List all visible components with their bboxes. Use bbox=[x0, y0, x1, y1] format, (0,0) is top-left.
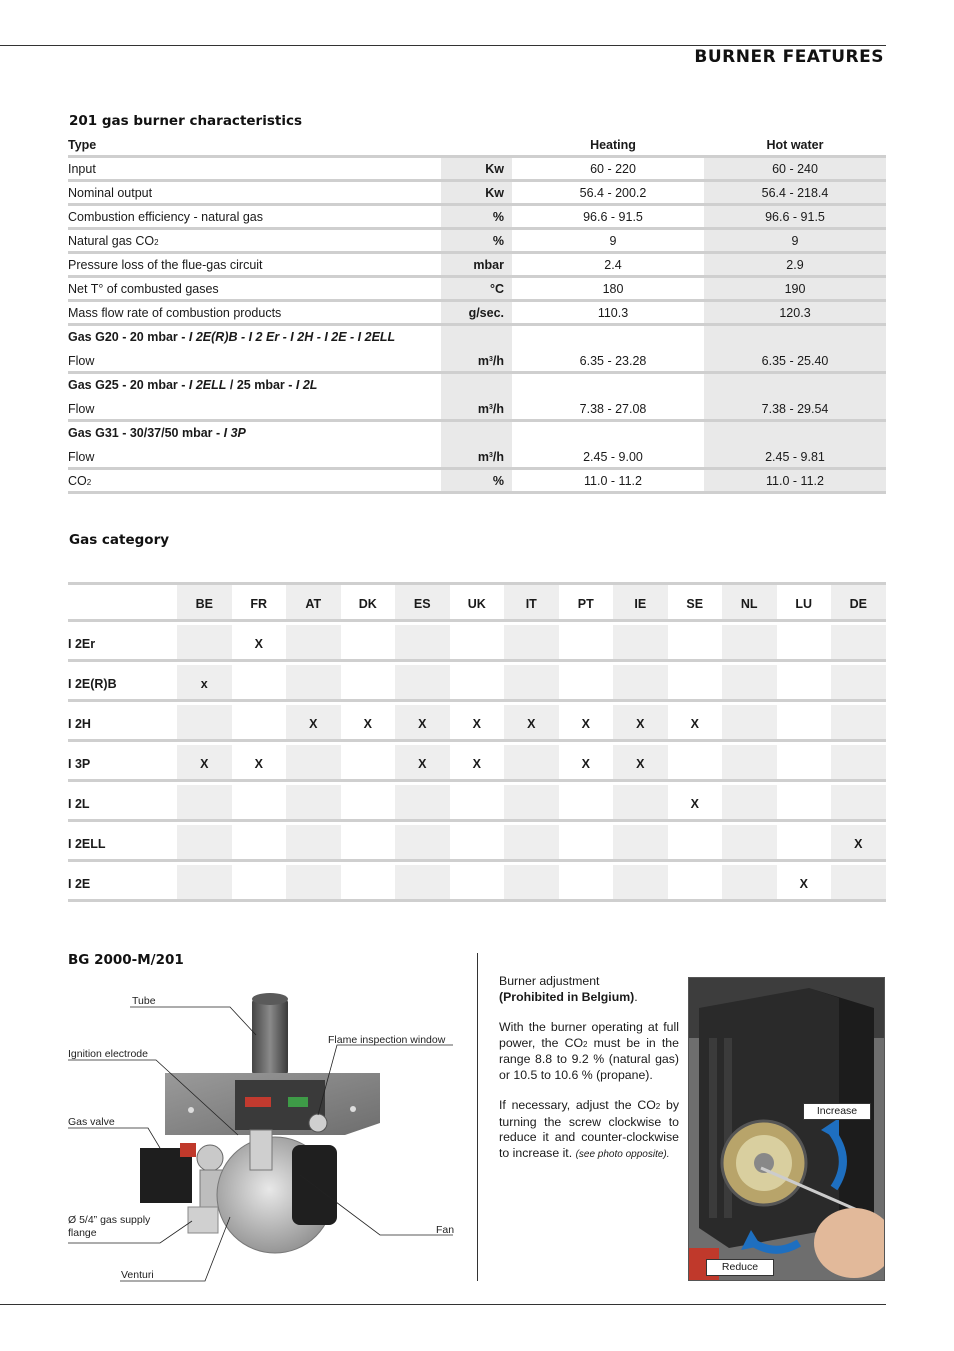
cell-lu bbox=[777, 665, 832, 702]
cell-at: AT bbox=[286, 585, 341, 622]
row-unit bbox=[441, 350, 512, 371]
table-row bbox=[68, 230, 886, 254]
cell-it bbox=[504, 745, 559, 782]
cell-be bbox=[177, 865, 232, 902]
cell-es bbox=[395, 785, 450, 822]
cell-nl: NL bbox=[722, 585, 777, 622]
adjustment-heading-bold: (Prohibited in Belgium) bbox=[499, 989, 635, 1004]
unit-m: m bbox=[477, 354, 489, 368]
p1-text-b: must be in the range 8.8 to 9.2 % (natural gas) or 10.5 to 10.6 % (propane). bbox=[499, 1035, 679, 1082]
row-label bbox=[68, 374, 440, 398]
row-hot-water: 56.4 - 218.4 bbox=[704, 182, 886, 203]
row-label: I 2Er bbox=[68, 637, 96, 651]
cell-es bbox=[395, 665, 450, 702]
callout-flange-line1: Ø 5/4” gas supply bbox=[68, 1214, 151, 1226]
callout-gas-valve: Gas valve bbox=[68, 1116, 115, 1128]
cell-nl bbox=[722, 865, 777, 902]
cell-it: IT bbox=[504, 585, 559, 622]
cell-fr bbox=[232, 865, 287, 902]
label-subscript: 2 bbox=[154, 238, 159, 247]
table-row bbox=[68, 206, 886, 230]
cell-dk bbox=[341, 625, 396, 662]
callout-fan: Fan bbox=[436, 1224, 455, 1236]
cell-lu bbox=[777, 705, 832, 742]
row-unit bbox=[441, 374, 512, 398]
group-label-italic: I 2E(R)B - I 2 Er - I 2H - I 2E - I 2ELL bbox=[188, 330, 396, 344]
cell-uk bbox=[450, 825, 505, 862]
row-label: Flow bbox=[68, 402, 95, 416]
cell-se bbox=[668, 665, 723, 702]
table-header-row bbox=[68, 134, 886, 158]
row-hot-water: 60 - 240 bbox=[704, 158, 886, 179]
cell-nl bbox=[722, 665, 777, 702]
label-text: Mass flow rate of combustion products bbox=[68, 306, 282, 320]
cell-dk bbox=[341, 785, 396, 822]
cell-uk bbox=[450, 665, 505, 702]
cell-uk bbox=[450, 625, 505, 662]
p1-text-a: With the burner operating at full power, the CO bbox=[499, 1020, 679, 1050]
p2-text-a: If necessary, adjust the CO bbox=[499, 1098, 656, 1112]
increase-label: Increase bbox=[803, 1103, 871, 1120]
cell-at bbox=[286, 825, 341, 862]
row-label bbox=[68, 230, 440, 251]
table-row bbox=[68, 782, 886, 822]
characteristics-table bbox=[68, 134, 886, 494]
cell-se bbox=[668, 745, 723, 782]
label-text: Net T° of combusted gases bbox=[68, 282, 219, 296]
cell-de bbox=[831, 705, 886, 742]
cell-es: X bbox=[395, 745, 450, 782]
cell-dk bbox=[341, 865, 396, 902]
cell-pt bbox=[559, 825, 614, 862]
cell-at bbox=[286, 785, 341, 822]
cell-uk: UK bbox=[467, 597, 486, 611]
row-unit bbox=[441, 326, 512, 350]
cell-uk: X bbox=[472, 757, 481, 771]
group-label-italic-2: I 2L bbox=[295, 378, 318, 392]
row-label: I 2H bbox=[68, 717, 91, 731]
cell-es: X bbox=[395, 705, 450, 742]
row-label: Type bbox=[68, 138, 97, 152]
label-text: Natural gas CO bbox=[68, 234, 155, 248]
row-unit: Kw bbox=[441, 158, 512, 179]
unit-m: m bbox=[477, 450, 489, 464]
adjustment-paragraph-1 bbox=[499, 1020, 679, 1083]
cell-it: X bbox=[504, 705, 559, 742]
cell-ie bbox=[613, 825, 668, 862]
row-unit bbox=[441, 446, 512, 467]
diagram-title: BG 2000-M/201 bbox=[68, 952, 184, 968]
cell-fr bbox=[232, 785, 287, 822]
row-unit bbox=[441, 134, 512, 155]
callout-venturi: Venturi bbox=[121, 1269, 154, 1281]
cell-lu bbox=[777, 745, 832, 782]
row-heating: 11.0 - 11.2 bbox=[584, 474, 642, 488]
row-unit: mbar bbox=[441, 254, 512, 275]
row-unit: % bbox=[441, 230, 512, 251]
cell-be bbox=[177, 625, 232, 662]
group-label-tail: / 25 mbar - bbox=[226, 378, 296, 392]
row-hot-water: 2.45 - 9.81 bbox=[704, 446, 886, 467]
gas-group-row bbox=[68, 374, 886, 398]
row-hot-water bbox=[704, 326, 886, 350]
label-text: CO bbox=[68, 474, 87, 488]
adjustment-text bbox=[499, 974, 679, 1177]
adjustment-photo bbox=[688, 977, 885, 1281]
row-heating: 9 bbox=[609, 234, 617, 248]
gas-category-title: Gas category bbox=[69, 532, 170, 548]
row-label bbox=[68, 182, 440, 203]
row-heating bbox=[522, 326, 704, 350]
label-text: Pressure loss of the flue-gas circuit bbox=[68, 258, 263, 272]
cell-ie bbox=[613, 625, 668, 662]
row-label bbox=[68, 326, 440, 350]
p1-subscript: 2 bbox=[583, 1039, 588, 1049]
row-hot-water: 120.3 bbox=[704, 302, 886, 323]
row-hot-water: 11.0 - 11.2 bbox=[704, 470, 886, 491]
cell-be bbox=[177, 825, 232, 862]
cell-pt bbox=[559, 785, 614, 822]
group-label-bold: Gas G20 - 20 mbar - bbox=[68, 330, 189, 344]
adjustment-heading bbox=[499, 974, 679, 1005]
gas-group-row bbox=[68, 422, 886, 446]
cell-de bbox=[831, 625, 886, 662]
unit-superscript: 3 bbox=[488, 356, 493, 363]
label-text: Nominal output bbox=[68, 186, 153, 200]
row-heating: 56.4 - 200.2 bbox=[579, 186, 647, 200]
row-label: I 2E(R)B bbox=[68, 677, 117, 691]
row-heating: 96.6 - 91.5 bbox=[583, 210, 643, 224]
gas-category-table bbox=[68, 582, 886, 902]
row-label: I 2L bbox=[68, 797, 90, 811]
cell-at bbox=[286, 625, 341, 662]
row-rule bbox=[68, 899, 886, 902]
row-label bbox=[68, 254, 440, 275]
row-hot-water: 190 bbox=[704, 278, 886, 299]
unit-m: m bbox=[477, 402, 489, 416]
cell-uk: X bbox=[472, 717, 481, 731]
cell-at bbox=[286, 665, 341, 702]
row-rule bbox=[68, 491, 886, 494]
gas-group-row bbox=[68, 326, 886, 350]
cell-de bbox=[831, 745, 886, 782]
table-row bbox=[68, 158, 886, 182]
cell-be bbox=[177, 705, 232, 742]
row-heating: 6.35 - 23.28 bbox=[579, 354, 647, 368]
cell-it bbox=[504, 865, 559, 902]
row-hot-water: 9 bbox=[704, 230, 886, 251]
adjustment-heading-tail: . bbox=[634, 989, 638, 1004]
row-unit: % bbox=[441, 470, 512, 491]
row-label bbox=[68, 206, 440, 227]
cell-fr: X bbox=[254, 757, 263, 771]
cell-de bbox=[831, 865, 886, 902]
adjustment-paragraph-2 bbox=[499, 1098, 679, 1162]
row-hot-water bbox=[704, 422, 886, 446]
table-row bbox=[68, 278, 886, 302]
cell-pt: X bbox=[581, 717, 590, 731]
cell-pt bbox=[559, 665, 614, 702]
row-hot-water: 7.38 - 29.54 bbox=[704, 398, 886, 419]
burner-diagram bbox=[60, 985, 470, 1285]
cell-de: DE bbox=[831, 585, 886, 622]
row-label bbox=[68, 470, 440, 491]
adjustment-heading-text: Burner adjustment bbox=[499, 974, 600, 988]
cell-at bbox=[286, 865, 341, 902]
cell-lu bbox=[777, 785, 832, 822]
cell-se bbox=[668, 865, 723, 902]
cell-uk bbox=[450, 865, 505, 902]
row-unit: g/sec. bbox=[441, 302, 512, 323]
adjustment-photo-illustration bbox=[689, 978, 885, 1281]
table-header-row bbox=[68, 582, 886, 622]
callout-flame-window: Flame inspection window bbox=[328, 1034, 446, 1046]
cell-fr: FR bbox=[250, 597, 268, 611]
cell-se bbox=[668, 825, 723, 862]
label-text: Input bbox=[68, 162, 96, 176]
group-label-bold: Gas G31 - 30/37/50 mbar - bbox=[68, 426, 224, 440]
callout-tube: Tube bbox=[132, 995, 156, 1007]
cell-se: X bbox=[690, 797, 699, 811]
row-heating: 2.4 bbox=[604, 258, 622, 272]
row-label bbox=[68, 278, 440, 299]
cell-de bbox=[831, 785, 886, 822]
row-heating: Heating bbox=[590, 138, 636, 152]
unit-superscript: 3 bbox=[488, 452, 493, 459]
group-label-bold: Gas G25 - 20 mbar - bbox=[68, 378, 189, 392]
label-text: Combustion efficiency - natural gas bbox=[68, 210, 264, 224]
page-title: BURNER FEATURES bbox=[694, 47, 884, 67]
cell-dk bbox=[341, 825, 396, 862]
row-heating bbox=[522, 374, 704, 398]
cell-fr bbox=[232, 665, 287, 702]
cell-at bbox=[286, 745, 341, 782]
row-heating bbox=[522, 422, 704, 446]
column-divider bbox=[477, 953, 478, 1281]
p2-note: (see photo opposite) bbox=[575, 1148, 667, 1160]
row-heating: 2.45 - 9.00 bbox=[583, 450, 643, 464]
cell-de bbox=[831, 665, 886, 702]
cell-lu bbox=[777, 825, 832, 862]
cell-nl bbox=[722, 745, 777, 782]
unit-tail: /h bbox=[492, 354, 504, 368]
cell-se: SE bbox=[686, 597, 704, 611]
table-row bbox=[68, 702, 886, 742]
table-row bbox=[68, 182, 886, 206]
flow-row bbox=[68, 398, 886, 422]
table-row bbox=[68, 622, 886, 662]
cell-it bbox=[504, 785, 559, 822]
row-label: I 2E bbox=[68, 877, 91, 891]
cell-nl bbox=[722, 705, 777, 742]
cell-es bbox=[395, 865, 450, 902]
row-heating: 7.38 - 27.08 bbox=[579, 402, 647, 416]
label-subscript: 2 bbox=[86, 478, 92, 487]
row-hot-water: 96.6 - 91.5 bbox=[704, 206, 886, 227]
cell-pt: PT bbox=[577, 597, 594, 611]
top-rule bbox=[0, 45, 886, 46]
table-row bbox=[68, 302, 886, 326]
row-label: I 2ELL bbox=[68, 837, 106, 851]
row-label: Flow bbox=[68, 354, 95, 368]
cell-fr bbox=[232, 825, 287, 862]
cell-dk bbox=[341, 665, 396, 702]
bottom-rule bbox=[0, 1304, 886, 1305]
row-hot-water: Hot water bbox=[766, 138, 824, 152]
p2-end: . bbox=[666, 1148, 670, 1160]
cell-nl bbox=[722, 625, 777, 662]
cell-dk: DK bbox=[358, 597, 377, 611]
cell-fr bbox=[232, 705, 287, 742]
cell-ie bbox=[613, 665, 668, 702]
row-hot-water bbox=[704, 374, 886, 398]
co2-row bbox=[68, 470, 886, 494]
cell-ie bbox=[613, 865, 668, 902]
cell-se: X bbox=[690, 717, 699, 731]
row-label: I 3P bbox=[68, 757, 91, 771]
cell-pt bbox=[559, 625, 614, 662]
flow-row bbox=[68, 446, 886, 470]
table-row bbox=[68, 254, 886, 278]
cell-fr: X bbox=[254, 637, 263, 651]
cell-ie: X bbox=[613, 705, 668, 742]
reduce-label: Reduce bbox=[706, 1259, 774, 1276]
table-row bbox=[68, 822, 886, 862]
cell-it bbox=[504, 665, 559, 702]
row-unit bbox=[441, 422, 512, 446]
burner-illustration bbox=[60, 985, 470, 1285]
cell-dk bbox=[341, 745, 396, 782]
unit-tail: /h bbox=[492, 402, 504, 416]
cell-be: x bbox=[177, 665, 232, 702]
cell-de: X bbox=[831, 825, 886, 862]
row-unit: °C bbox=[441, 278, 512, 299]
row-unit: % bbox=[441, 206, 512, 227]
callout-ignition-electrode: Ignition electrode bbox=[68, 1048, 148, 1060]
callout-flange-line2: flange bbox=[68, 1227, 97, 1239]
row-heating: 110.3 bbox=[597, 306, 629, 320]
group-label-italic: I 2ELL bbox=[188, 378, 227, 392]
cell-be: X bbox=[177, 745, 232, 782]
cell-it bbox=[504, 825, 559, 862]
cell-be bbox=[177, 785, 232, 822]
row-label: Flow bbox=[68, 450, 95, 464]
cell-es bbox=[395, 825, 450, 862]
cell-dk: X bbox=[363, 717, 372, 731]
row-label bbox=[68, 302, 440, 323]
cell-ie: IE bbox=[613, 585, 668, 622]
cell-lu: LU bbox=[795, 597, 813, 611]
row-label bbox=[68, 422, 440, 446]
flow-row bbox=[68, 350, 886, 374]
cell-it bbox=[504, 625, 559, 662]
cell-lu bbox=[777, 625, 832, 662]
row-heating: 180 bbox=[602, 282, 624, 296]
group-label-italic: I 3P bbox=[223, 426, 246, 440]
table-row bbox=[68, 662, 886, 702]
cell-uk bbox=[450, 785, 505, 822]
cell-se bbox=[668, 625, 723, 662]
p2-text-b: by turning the screw clockwise to reduce it and counter-clockwise to increase it. bbox=[499, 1098, 680, 1160]
cell-be: BE bbox=[177, 585, 232, 622]
characteristics-title: 201 gas burner characteristics bbox=[69, 113, 302, 129]
row-hot-water: 6.35 - 25.40 bbox=[704, 350, 886, 371]
cell-es bbox=[395, 625, 450, 662]
cell-nl bbox=[722, 785, 777, 822]
table-row bbox=[68, 742, 886, 782]
cell-pt bbox=[559, 865, 614, 902]
cell-nl bbox=[722, 825, 777, 862]
cell-at: X bbox=[286, 705, 341, 742]
table-row bbox=[68, 862, 886, 902]
p2-subscript: 2 bbox=[655, 1102, 661, 1111]
cell-ie bbox=[613, 785, 668, 822]
cell-es: ES bbox=[395, 585, 450, 622]
row-hot-water: 2.9 bbox=[704, 254, 886, 275]
unit-superscript: 3 bbox=[488, 404, 493, 411]
row-label bbox=[68, 158, 440, 179]
row-unit bbox=[441, 398, 512, 419]
cell-ie: X bbox=[613, 745, 668, 782]
row-heating: 60 - 220 bbox=[590, 162, 636, 176]
unit-tail: /h bbox=[492, 450, 504, 464]
cell-pt: X bbox=[581, 757, 590, 771]
row-unit: Kw bbox=[441, 182, 512, 203]
cell-lu: X bbox=[799, 877, 808, 891]
